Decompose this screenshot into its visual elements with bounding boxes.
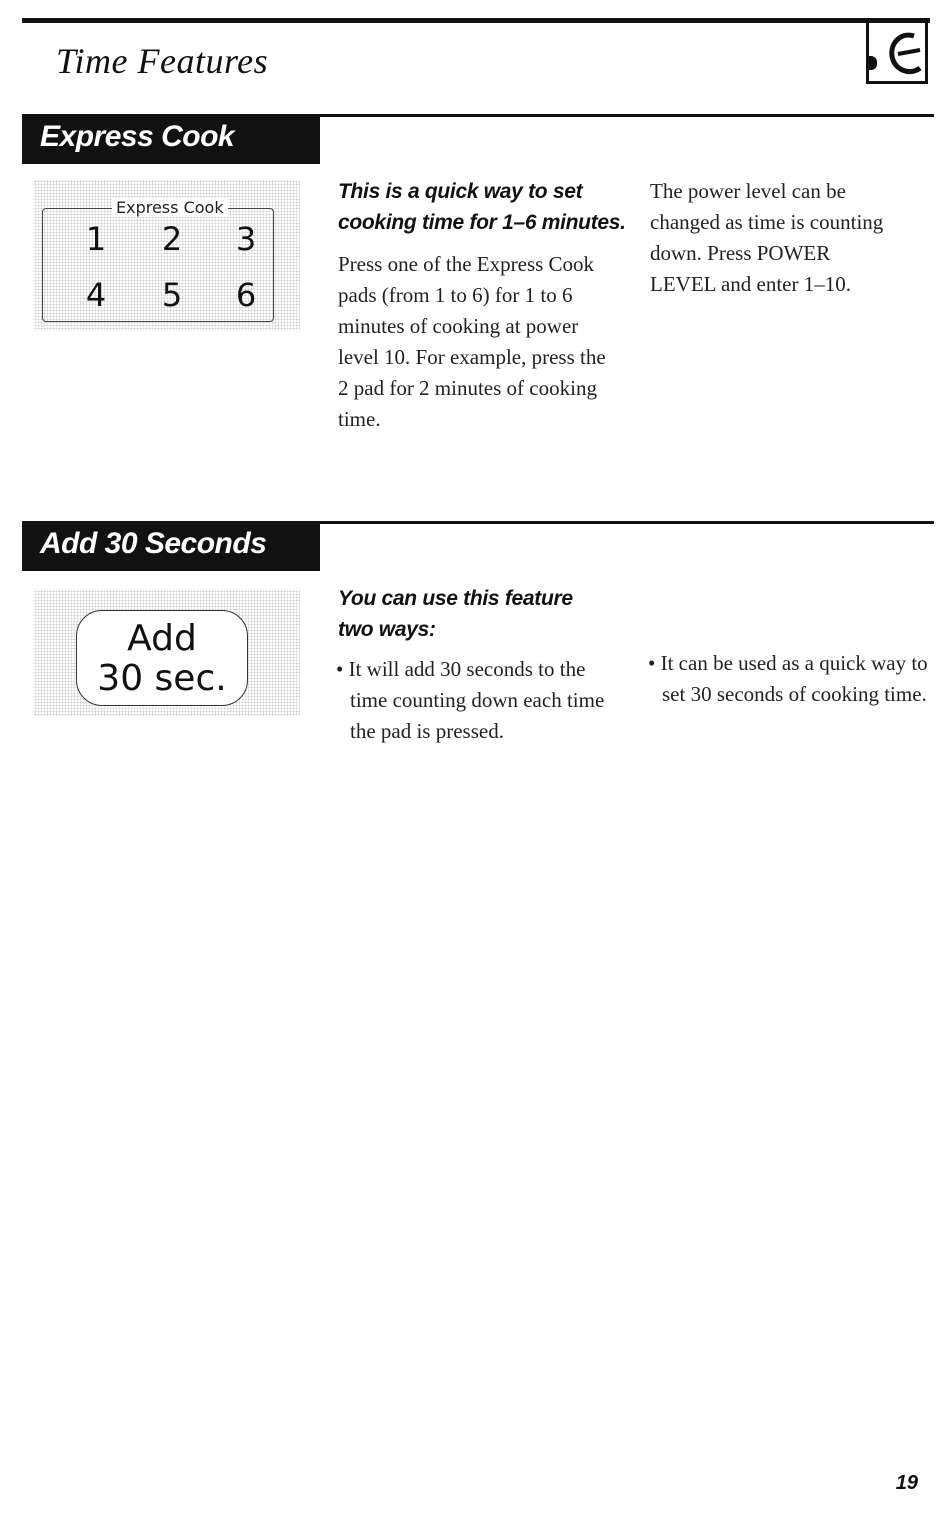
- keypad-key-6[interactable]: 6: [235, 276, 257, 314]
- microwave-icon: [884, 30, 926, 78]
- add-30-sec-pad[interactable]: [76, 610, 248, 706]
- keypad-key-4[interactable]: 4: [85, 276, 107, 314]
- page-title: Time Features: [56, 41, 269, 81]
- add-30-pad-line1: Add: [127, 618, 197, 659]
- add-30-lead: You can use this feature two ways:: [338, 587, 573, 641]
- add-30-heading: Add 30 Seconds: [22, 521, 320, 571]
- keypad-key-1[interactable]: 1: [85, 220, 107, 258]
- add-30-illustration: [34, 590, 300, 716]
- page-number: 19: [895, 1472, 918, 1494]
- express-cook-body: Press one of the Express Cook pads (from 1 to 6) for 1 to 6 minutes of cooking at power level 10. For example, press the 2 pad for 2 minutes of cooking time.: [338, 252, 606, 431]
- keypad-label: Express Cook: [112, 198, 228, 217]
- top-rule: [22, 18, 930, 23]
- express-cook-lead: This is a quick way to set cooking time for 1–6 minutes.: [338, 180, 626, 234]
- add-30-bullet-1: • It will add 30 seconds to the time counting down each time the pad is pressed.: [336, 654, 620, 747]
- express-cook-heading: Express Cook: [22, 114, 320, 164]
- express-cook-keypad-illustration: [34, 180, 300, 330]
- keypad-key-5[interactable]: 5: [161, 276, 183, 314]
- keypad-key-3[interactable]: 3: [235, 220, 257, 258]
- add-30-bullet-2: • It can be used as a quick way to set 30 seconds of cooking time.: [648, 648, 942, 710]
- express-cook-side-note: The power level can be changed as time is counting down. Press POWER LEVEL and enter 1–10.: [650, 179, 884, 296]
- keypad-key-2[interactable]: 2: [161, 220, 183, 258]
- add-30-pad-line2: 30 sec.: [97, 658, 227, 699]
